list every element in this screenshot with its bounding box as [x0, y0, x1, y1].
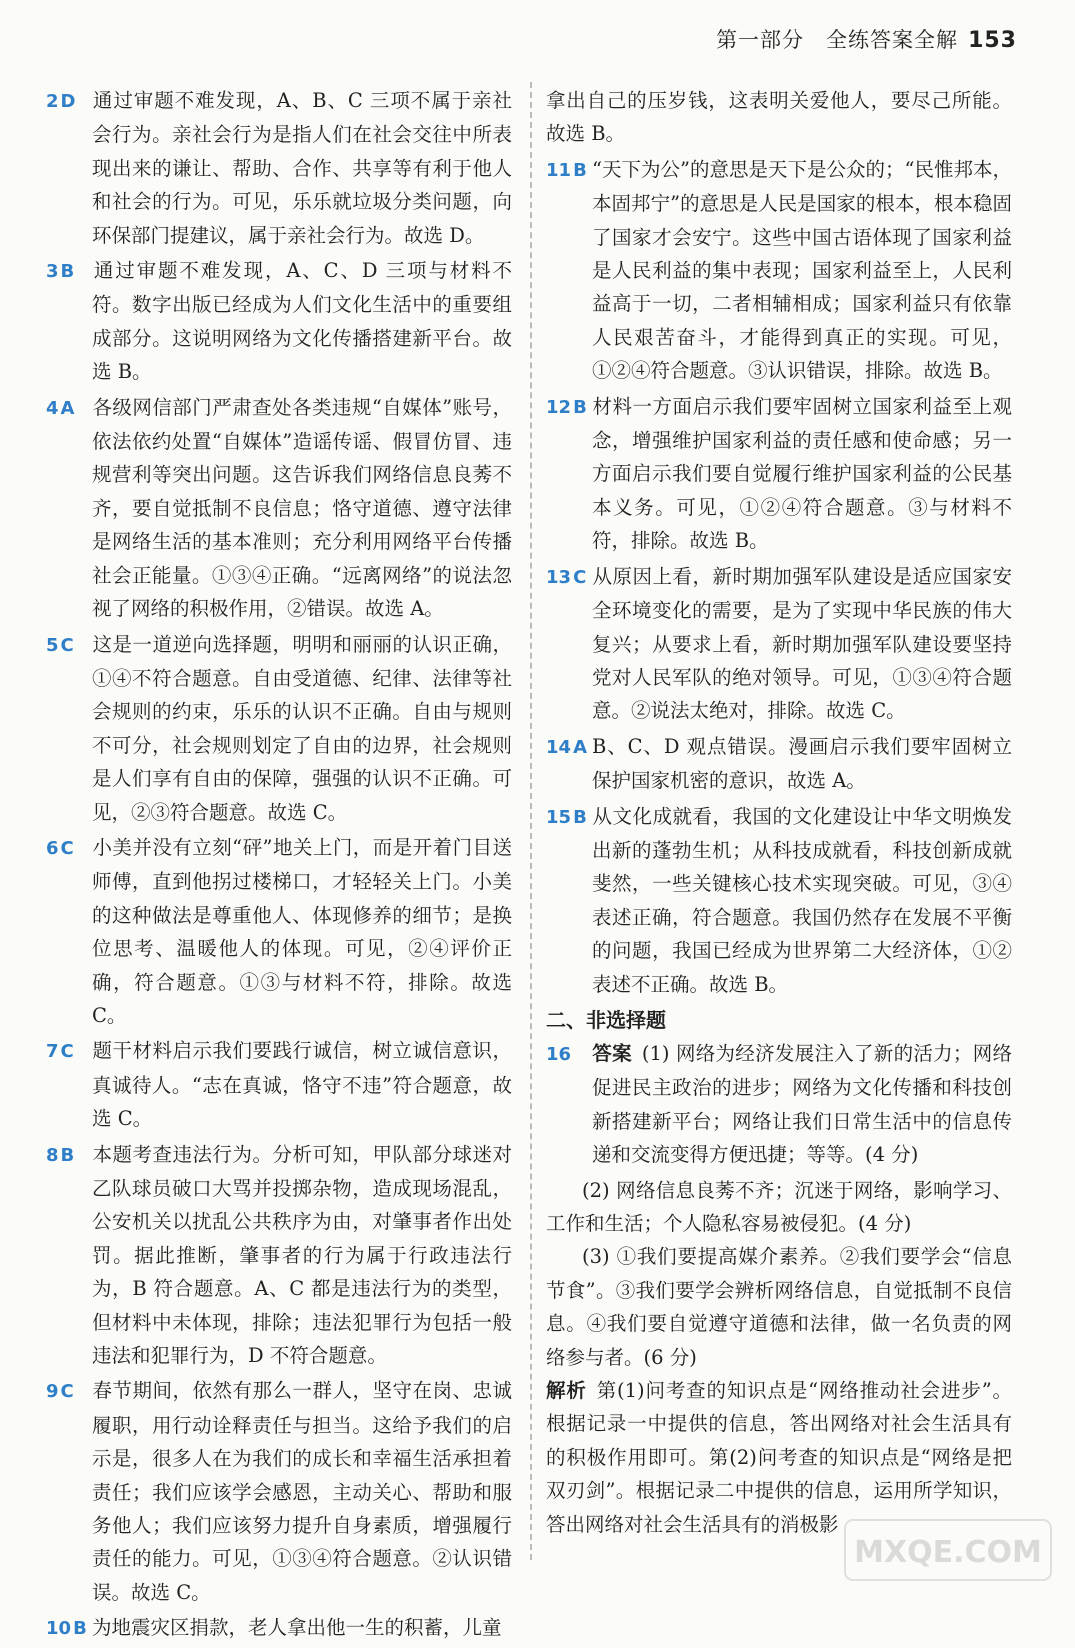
answer-item-16 — [546, 1037, 1012, 1172]
answer-letter: C — [60, 837, 74, 859]
answer-tag: 答案 — [592, 1041, 632, 1065]
question-number: 4 — [46, 397, 59, 419]
answer-text: B、C、D 观点错误。漫画启示我们要牢固树立保护国家机密的意识，故选 A。 — [592, 734, 1012, 793]
answer-letter: B — [73, 1618, 87, 1640]
answer-item-10-continued: 拿出自己的压岁钱，这表明关爱他人，要尽己所能。故选 B。 — [546, 89, 1012, 146]
answer-letter: C — [60, 1381, 74, 1403]
answer-item-7 — [46, 1034, 512, 1135]
answer-text: 各级网信部门严肃查处各类违规“自媒体”账号，依法依约处置“自媒体”造谣传谣、假冒仿冒、违规营利等突出问题。这告诉我们网络信息良莠不齐，要自觉抵制不良信息；恪守道德、遵守法律是网络生活的基本准则；充分利用网络平台传播社会正能量。①③④正确。“远离网络”的说法忽视了网络的积极作用，②错误。故选 A。 — [92, 395, 512, 621]
answer-letter: C — [573, 566, 587, 588]
section-heading: 二、非选择题 — [546, 1007, 666, 1032]
page-header — [716, 24, 1017, 54]
page-number: 153 — [968, 28, 1017, 53]
answer-text: 题干材料启示我们要践行诚信，树立诚信意识，真诚待人。“志在真诚，恪守不违”符合题意，故选 C。 — [92, 1039, 512, 1131]
answer-part-1: (1) 网络为经济发展注入了新的活力；网络促进民主政治的进步；网络为文化传播和科技创新搭建新平台；网络让我们日常生活中的信息传递和交流变得方便迅捷；等等。(4 分) — [592, 1041, 1012, 1167]
answer-item-12 — [546, 390, 1012, 558]
answer-text: 通过审题不难发现，A、C、D 三项与材料不符。数字出版已经成为人们文化生活中的重要组成部分。这说明网络为文化传播搭建新平台。故选 B。 — [92, 259, 512, 384]
answer-part-3: (3) ①我们要提高媒介素养。②我们要学会“信息节食”。③我们要学会辨析网络信息，自觉抵制不良信息。④我们要自觉遵守道德和法律，做一名负责的网络参与者。(6 分) — [546, 1245, 1012, 1369]
answer-letter: C — [60, 634, 74, 656]
answer-item-8 — [46, 1138, 512, 1373]
question-number: 10 — [46, 1618, 72, 1640]
answer-text: 这是一道逆向选择题，明明和丽丽的认识正确，①④不符合题意。自由受道德、纪律、法律等社会规则的约束，乐乐的认识不正确。自由与规则不可分，社会规则划定了自由的边界，社会规则是人们享有自由的保障，强强的认识不正确。可见，②③符合题意。故选 C。 — [92, 632, 512, 824]
answer-letter: B — [573, 159, 587, 181]
question-number: 11 — [546, 159, 572, 181]
question-number: 5 — [46, 634, 59, 656]
answer-text: 通过审题不难发现，A、B、C 三项不属于亲社会行为。亲社会行为是指人们在社会交往中所表现出来的谦让、帮助、合作、共享等有利于他人和社会的行为。可见，乐乐就垃圾分类问题，向环保部门提建议，属于亲社会行为。故选 D。 — [92, 89, 512, 247]
answer-item-11 — [546, 153, 1012, 388]
question-number: 3 — [46, 261, 59, 283]
answer-letter: B — [573, 396, 587, 418]
answer-item-5 — [46, 628, 512, 829]
analysis-tag: 解析 — [546, 1379, 587, 1403]
answer-letter: B — [60, 1144, 75, 1166]
answer-letter: B — [60, 261, 75, 283]
answer-letter: D — [60, 91, 76, 112]
question-number: 14 — [546, 736, 572, 758]
question-number: 8 — [46, 1144, 59, 1166]
answer-text: 本题考查违法行为。分析可知，甲队部分球迷对乙队球员破口大骂并投掷杂物，造成现场混乱，公安机关以扰乱公共秩序为由，对肇事者作出处罚。据此推断，肇事者的行为属于行政违法行为，B 符合题意。A、C 都是违法行为的类型，但材料中未体现，排除；违法犯罪行为包括一般违法和犯罪行为，D 不符合题意。 — [92, 1142, 512, 1368]
question-number: 15 — [546, 806, 572, 828]
answer-text: 小美并没有立刻“砰”地关上门，而是开着门目送师傅，直到他拐过楼梯口，才轻轻关上门。小美的这种做法是尊重他人、体现修养的细节；是换位思考、温暖他人的体现。可见，②④评价正确，符合题意。①③与材料不符，排除。故选 C。 — [92, 835, 512, 1027]
answer-text: 从文化成就看，我国的文化建设让中华文明焕发出新的蓬勃生机；从科技成就看，科技创新成就斐然，一些关键核心技术实现突破。可见，③④表述正确，符合题意。我国仍然存在发展不平衡的问题，我国已经成为世界第二大经济体，①②表述不正确。故选 B。 — [592, 804, 1012, 996]
answer-item-2 — [46, 84, 512, 252]
question-number: 7 — [46, 1041, 59, 1063]
question-number: 12 — [546, 396, 572, 418]
left-column — [46, 84, 512, 1648]
right-column — [546, 84, 1012, 1541]
answer-text: 材料一方面启示我们要牢固树立国家利益至上观念，增强维护国家利益的责任感和使命感；另一方面启示我们要自觉履行维护国家利益的公民基本义务。可见，①②④符合题意。③与材料不符，排除。故选 B。 — [592, 394, 1012, 553]
question-number: 2 — [46, 91, 59, 112]
answer-item-3 — [46, 254, 512, 389]
answer-text: 为地震灾区捐款，老人拿出他一生的积蓄，儿童 — [92, 1616, 502, 1640]
answer-item-15 — [546, 800, 1012, 1001]
answer-item-6 — [46, 831, 512, 1032]
answer-text: 从原因上看，新时期加强军队建设是适应国家安全环境变化的需要，是为了实现中华民族的伟大复兴；从要求上看，新时期加强军队建设要坚持党对人民军队的绝对领导。可见，①③④符合题意。②说法太绝对，排除。故选 C。 — [592, 564, 1012, 723]
column-divider — [530, 82, 532, 1560]
answer-part-2: (2) 网络信息良莠不齐；沉迷于网络，影响学习、工作和生活；个人隐私容易被侵犯。(4 分) — [546, 1178, 1012, 1235]
header-title: 第一部分 全练答案全解 — [716, 28, 959, 52]
answer-text: 春节期间，依然有那么一群人，坚守在岗、忠诚履职，用行动诠释责任与担当。这给予我们的启示是，很多人在为我们的成长和幸福生活承担着责任；我们应该学会感恩，主动关心、帮助和服务他人；我们应该努力提升自身素质，增强履行责任的能力。可见，①③④符合题意。②认识错误。故选 C。 — [92, 1379, 512, 1604]
answer-letter: A — [60, 397, 75, 419]
answer-item-14 — [546, 730, 1012, 798]
answer-letter: B — [573, 806, 587, 828]
watermark-text: MXQE.COM — [854, 1535, 1042, 1570]
analysis-text: 第(1)问考查的知识点是“网络推动社会进步”。根据记录一中提供的信息，答出网络对社会生活具有的积极作用即可。第(2)问考查的知识点是“网络是把双刃剑”。根据记录二中提供的信息，运用所学知识，答出网络对社会生活具有的消极影 — [546, 1379, 1012, 1536]
question-number: 13 — [546, 566, 572, 588]
question-number: 16 — [546, 1043, 572, 1065]
answer-item-4 — [46, 391, 512, 626]
question-number: 9 — [46, 1381, 59, 1403]
answer-text: “天下为公”的意思是天下是公众的；“民惟邦本，本固邦宁”的意思是人民是国家的根本，根本稳固了国家才会安宁。这些中国古语体现了国家利益是人民利益的集中表现；国家利益至上，人民利益高于一切，二者相辅相成；国家利益只有依靠人民艰苦奋斗，才能得到真正的实现。可见，①②④符合题意。③认识错误，排除。故选 B。 — [592, 157, 1012, 383]
answer-letter: A — [573, 736, 587, 758]
analysis-paragraph — [546, 1374, 1012, 1541]
answer-item-9 — [46, 1374, 512, 1609]
answer-letter: C — [60, 1041, 74, 1063]
answer-item-10 — [46, 1611, 512, 1645]
question-number: 6 — [46, 837, 59, 859]
answer-item-13 — [546, 560, 1012, 728]
watermark-logo — [843, 1518, 1053, 1582]
